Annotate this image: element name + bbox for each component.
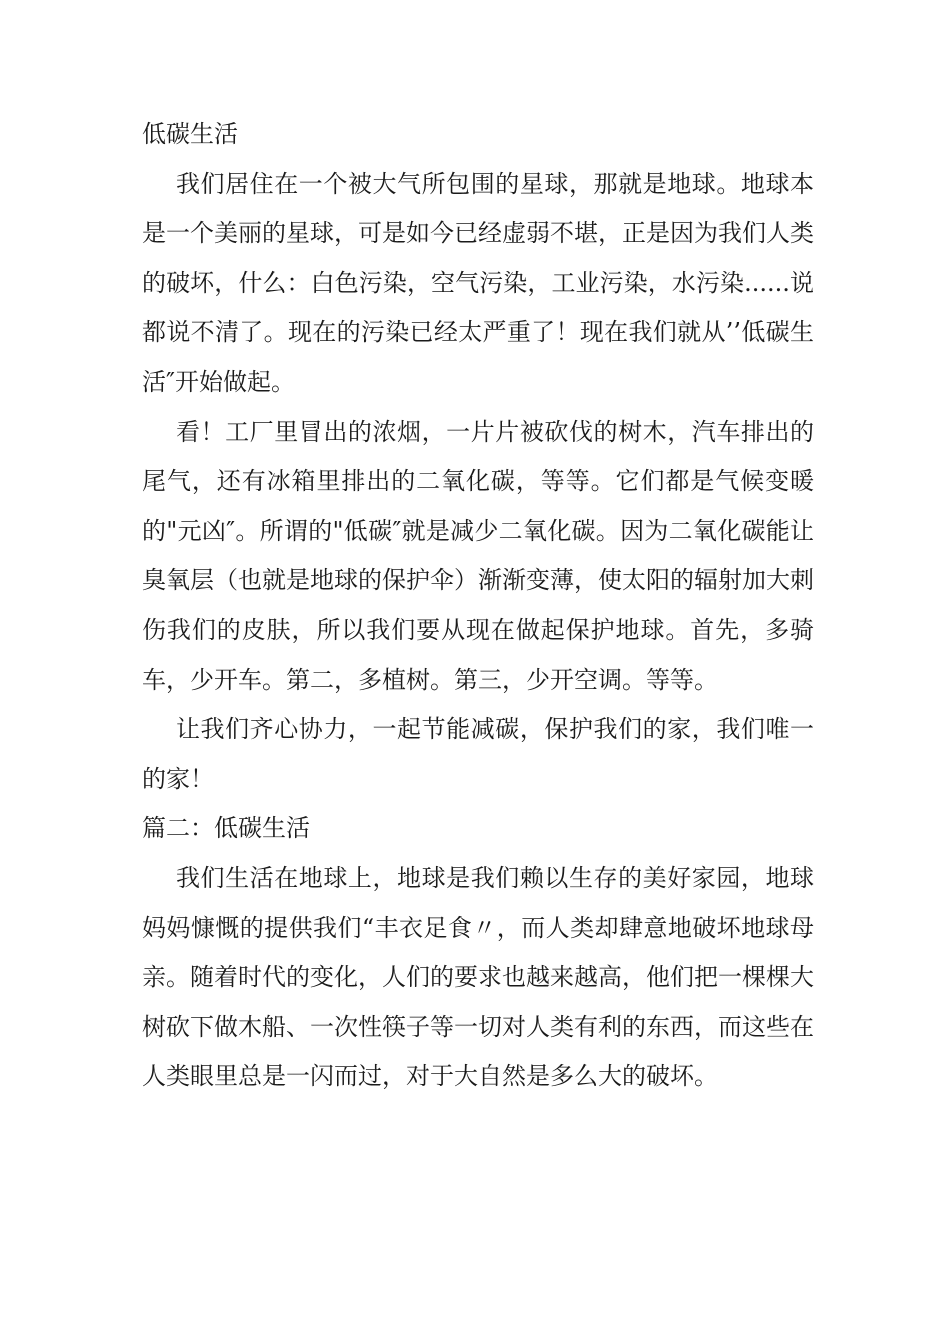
section-1-paragraph-2: 看！工厂里冒出的浓烟，一片片被砍伐的树木，汽车排出的尾气，还有冰箱里排出的二氧化碳，等等。它们都是气候变暖的"元凶″。所谓的"低碳″就是减少二氧化碳。因为二氧化碳能让臭氧层（也就是地球的保护伞）渐渐变薄，使太阳的辐射加大刺伤我们的皮肤，所以我们要从现在做起保护地球。首先，多骑车，少开车。第二，多植树。第三，少开空调。等等。 (142, 417, 814, 694)
section-1-paragraph-1: 我们居住在一个被大气所包围的星球，那就是地球。地球本是一个美丽的星球，可是如今已经虚弱不堪，正是因为我们人类的破坏，什么：白色污染，空气污染，工业污染，水污染......说都说不清了。现在的污染已经太严重了！现在我们就从’’低碳生活″开始做起。 (142, 169, 814, 396)
document-body (142, 110, 814, 1102)
section-2-paragraph-1: 我们生活在地球上，地球是我们赖以生存的美好家园，地球妈妈慷慨的提供我们“丰衣足食〃，而人类却肆意地破坏地球母亲。随着时代的变化，人们的要求也越来越高，他们把一棵棵大树砍下做木船、一次性筷子等一切对人类有利的东西，而这些在人类眼里总是一闪而过，对于大自然是多么大的破坏。 (142, 863, 814, 1091)
section-1-paragraph-3: 让我们齐心协力，一起节能减碳，保护我们的家，我们唯一的家！ (142, 715, 814, 793)
section-1-title: 低碳生活 (142, 120, 238, 148)
section-2-title: 篇二：低碳生活 (142, 814, 310, 843)
